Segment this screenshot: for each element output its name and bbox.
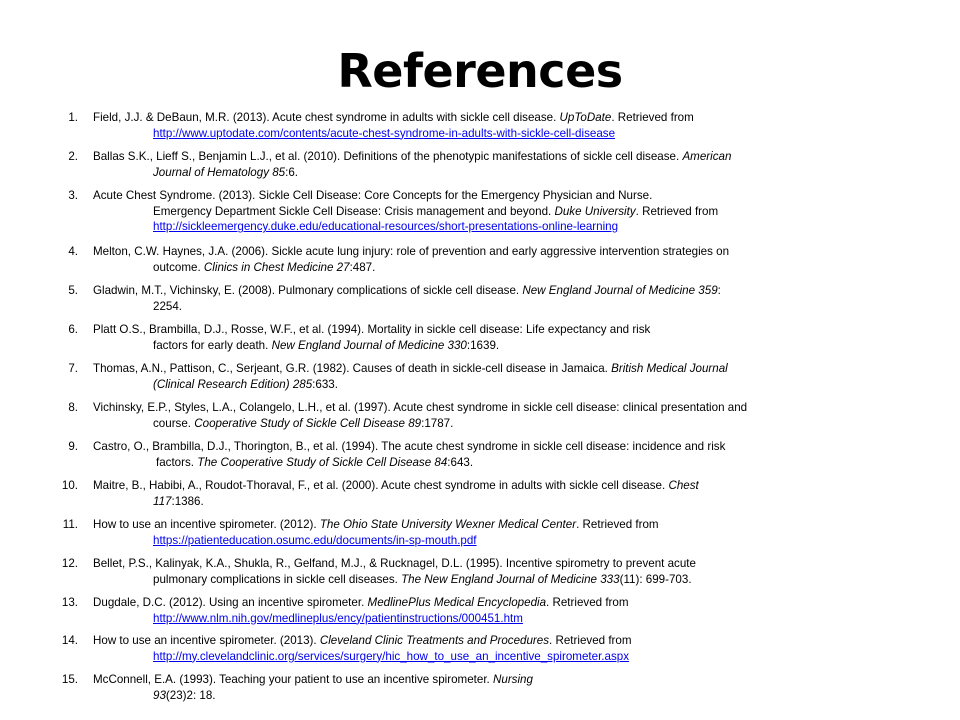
reference-text <box>93 110 853 141</box>
reference-line: McConnell, E.A. (1993). Teaching your patient to use an incentive spirometer. Nursing <box>93 673 533 686</box>
reference-line: Gladwin, M.T., Vichinsky, E. (2008). Pulmonary complications of sickle cell disease. New England Journal of Medicine 359: <box>93 284 721 297</box>
reference-line: outcome. Clinics in Chest Medicine 27:487. <box>153 260 376 274</box>
reference-number: 8. <box>68 401 78 414</box>
reference-text <box>93 149 853 180</box>
reference-line <box>93 126 853 142</box>
reference-number: 11. <box>62 518 78 531</box>
reference-text <box>93 517 853 548</box>
reference-line: 117:1386. <box>153 494 204 508</box>
reference-number: 3. <box>68 189 78 202</box>
reference-text <box>93 439 853 470</box>
reference-line: Maitre, B., Habibi, A., Roudot-Thoraval, F., et al. (2000). Acute chest syndrome in adults with sickle cell disease. Chest <box>93 479 699 492</box>
reference-line <box>93 649 853 665</box>
reference-line: Ballas S.K., Lieff S., Benjamin L.J., et al. (2010). Definitions of the phenotypic manifestations of sickle cell disease. American <box>93 150 732 163</box>
reference-line: factors. The Cooperative Study of Sickle Cell Disease 84:643. <box>156 455 474 469</box>
reference-line: Acute Chest Syndrome. (2013). Sickle Cell Disease: Core Concepts for the Emergency Physician and Nurse. <box>93 189 653 202</box>
reference-line <box>93 219 853 235</box>
reference-number: 7. <box>68 362 78 375</box>
reference-number: 4. <box>68 245 78 258</box>
reference-number: 2. <box>68 150 78 163</box>
reference-line: Castro, O., Brambilla, D.J., Thorington, B., et al. (1994). The acute chest syndrome in sickle cell disease: incidence and risk <box>93 440 726 453</box>
reference-number: 9. <box>68 440 78 453</box>
reference-line: Emergency Department Sickle Cell Disease: Crisis management and beyond. Duke University. Retrieved from <box>153 204 719 218</box>
reference-line: How to use an incentive spirometer. (2013). Cleveland Clinic Treatments and Procedures. Retrieved from <box>93 634 632 647</box>
reference-number: 13. <box>61 596 78 609</box>
reference-line: Dugdale, D.C. (2012). Using an incentive spirometer. MedlinePlus Medical Encyclopedia. Retrieved from <box>93 596 629 609</box>
reference-link[interactable]: http://www.uptodate.com/contents/acute-chest-syndrome-in-adults-with-sickle-cell-disease <box>153 126 616 140</box>
reference-number: 1. <box>68 111 78 124</box>
reference-line: course. Cooperative Study of Sickle Cell Disease 89:1787. <box>153 416 454 430</box>
reference-link[interactable]: https://patienteducation.osumc.edu/documents/in-sp-mouth.pdf <box>153 533 477 547</box>
reference-line: Journal of Hematology 85:6. <box>153 165 299 179</box>
reference-line: Thomas, A.N., Pattison, C., Serjeant, G.R. (1982). Causes of death in sickle-cell disease in Jamaica. British Medical Journal <box>93 362 728 375</box>
reference-line: factors for early death. New England Journal of Medicine 330:1639. <box>153 338 500 352</box>
reference-text <box>93 361 853 392</box>
reference-text <box>93 633 853 664</box>
reference-text <box>93 400 853 431</box>
reference-text <box>93 188 853 235</box>
reference-line: 93(23)2: 18. <box>153 688 216 702</box>
reference-number: 15. <box>61 673 78 686</box>
reference-line: Bellet, P.S., Kalinyak, K.A., Shukla, R., Gelfand, M.J., & Rucknagel, D.L. (1995). Incentive spirometry to prevent acute <box>93 557 696 570</box>
reference-link[interactable]: http://sickleemergency.duke.edu/educational-resources/short-presentations-online-learning <box>153 220 619 234</box>
reference-text <box>93 478 853 509</box>
reference-line: Vichinsky, E.P., Styles, L.A., Colangelo, L.H., et al. (1997). Acute chest syndrome in sickle cell disease: clinical presentation and <box>93 401 748 414</box>
reference-line: 2254. <box>153 299 183 313</box>
reference-text <box>93 322 853 353</box>
reference-line: Field, J.J. & DeBaun, M.R. (2013). Acute chest syndrome in adults with sickle cell disease. UpToDate. Retrieved from <box>93 111 694 124</box>
reference-number: 5. <box>68 284 78 297</box>
reference-text <box>93 283 853 314</box>
reference-number: 12. <box>61 557 78 570</box>
reference-text <box>93 672 853 703</box>
reference-number: 6. <box>68 323 78 336</box>
slide-title: References <box>337 44 623 98</box>
reference-text <box>93 244 853 275</box>
reference-link[interactable]: http://my.clevelandclinic.org/services/surgery/hic_how_to_use_an_incentive_spirometer.aspx <box>153 649 630 663</box>
reference-link[interactable]: http://www.nlm.nih.gov/medlineplus/ency/patientinstructions/000451.htm <box>153 611 523 625</box>
reference-number: 10. <box>61 479 78 492</box>
reference-line: pulmonary complications in sickle cell diseases. The New England Journal of Medicine 333(11): 699-703. <box>153 572 692 586</box>
reference-text <box>93 556 853 587</box>
reference-line: (Clinical Research Edition) 285:633. <box>153 377 338 391</box>
reference-line: Platt O.S., Brambilla, D.J., Rosse, W.F., et al. (1994). Mortality in sickle cell disease: Life expectancy and risk <box>93 323 651 336</box>
reference-line: Melton, C.W. Haynes, J.A. (2006). Sickle acute lung injury: role of prevention and early aggressive intervention strategies on <box>93 245 730 258</box>
reference-line <box>93 611 853 627</box>
reference-number: 14. <box>61 634 78 647</box>
reference-line: How to use an incentive spirometer. (2012). The Ohio State University Wexner Medical Center. Retrieved from <box>93 518 659 531</box>
reference-text <box>93 595 853 626</box>
reference-line <box>93 533 853 549</box>
